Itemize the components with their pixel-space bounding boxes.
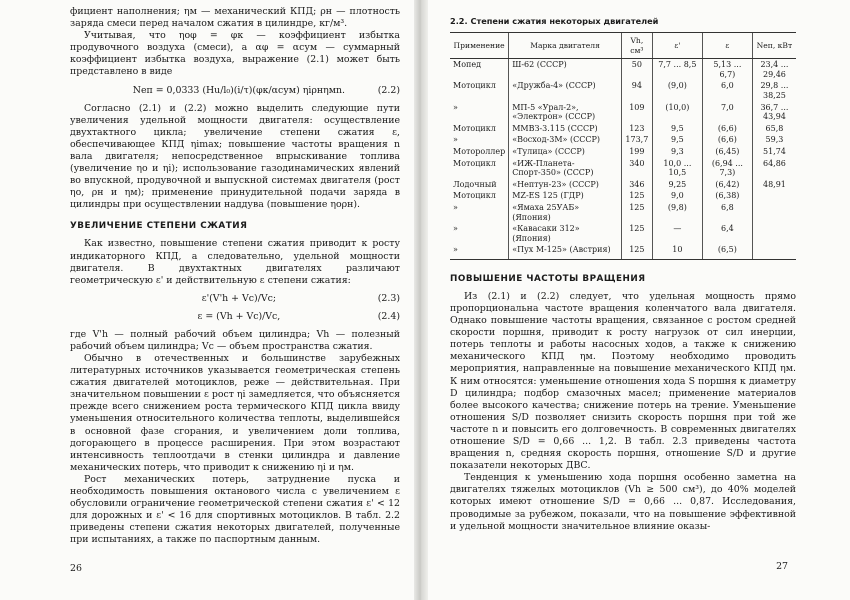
cell-engine-brand: Ш-62 (СССР) [509, 59, 622, 81]
equation-number: (2.3) [377, 292, 400, 304]
cell-power: 64,86 [752, 158, 796, 179]
table-row [450, 102, 796, 123]
table-body [450, 59, 796, 260]
cell-application: » [453, 102, 458, 112]
cell-displacement: 125 [621, 202, 652, 223]
cell-engine-brand: MZ-ES 125 (ГДР) [509, 190, 622, 202]
paragraph: Учитывая, что ηоφ = φк — коэффициент избытка продувочного воздуха (смеси), а αφ = αсум — суммарный коэффициент избытка воздуха, выражение (2.1) может быть представлено в виде [70, 30, 400, 78]
table-row [450, 158, 796, 179]
col-header-geometric-ratio: ε' [652, 33, 702, 59]
cell-engine-brand: «Кавасаки 312» (Япония) [509, 223, 622, 244]
cell-engine-brand: «Восход-3М» (СССР) [509, 134, 622, 146]
cell-application: » [453, 202, 458, 212]
cell-geometric-ratio: 9,3 [652, 146, 702, 158]
equation-formula: ε'(V'h + Vc)/Vc; [201, 292, 277, 304]
cell-engine-brand: «Тулица» (СССР) [509, 146, 622, 158]
cell-application: Мотороллер [453, 146, 506, 156]
col-header-engine-brand: Марка двигателя [509, 33, 622, 59]
cell-actual-ratio: 6,4 [702, 223, 752, 244]
cell-displacement: 94 [621, 80, 652, 101]
cell-displacement: 199 [621, 146, 652, 158]
col-header-power: Nеп, кВт [752, 33, 796, 59]
cell-actual-ratio: (6,38) [702, 190, 752, 202]
cell-actual-ratio: (6,94 ... 7,3) [702, 158, 752, 179]
equation-2-2 [70, 85, 400, 97]
cell-displacement: 125 [621, 190, 652, 202]
cell-power: 48,91 [752, 179, 796, 191]
equation-2-4 [70, 311, 400, 323]
section-heading: УВЕЛИЧЕНИЕ СТЕПЕНИ СЖАТИЯ [70, 221, 248, 232]
table-row [450, 244, 796, 259]
cell-power [752, 244, 796, 259]
cell-geometric-ratio: — [652, 223, 702, 244]
equation-number: (2.4) [377, 310, 400, 322]
table-row [450, 80, 796, 101]
right-page-text [450, 6, 796, 533]
paragraph: Как известно, повышение степени сжатия приводит к росту индикаторного КПД, а следовательно, удельной мощности двигателя. В двухтактных двигателях различают геометрическую ε' и действительную ε степени сжатия: [70, 238, 400, 286]
cell-geometric-ratio: (10,0) [652, 102, 702, 123]
cell-power: 36,7 ... 43,94 [752, 102, 796, 123]
cell-actual-ratio: 6,8 [702, 202, 752, 223]
col-header-application: Применение [450, 33, 509, 59]
cell-actual-ratio: (6,6) [702, 123, 752, 135]
cell-power: 59,3 [752, 134, 796, 146]
table-row [450, 202, 796, 223]
page-number: 26 [70, 563, 82, 574]
cell-engine-brand: «Пух М-125» (Австрия) [509, 244, 622, 259]
page-number: 27 [776, 561, 788, 572]
cell-displacement: 125 [621, 244, 652, 259]
cell-application: Лодочный [453, 179, 497, 189]
table-row [450, 59, 796, 81]
cell-displacement: 123 [621, 123, 652, 135]
cell-displacement: 125 [621, 223, 652, 244]
cell-geometric-ratio: 9,5 [652, 134, 702, 146]
table-row [450, 146, 796, 158]
cell-geometric-ratio: 9,0 [652, 190, 702, 202]
cell-engine-brand: «ИЖ-Планета-Спорт-350» (СССР) [509, 158, 622, 179]
cell-engine-brand: «Дружба-4» (СССР) [509, 80, 622, 101]
cell-application: » [453, 135, 458, 145]
cell-engine-brand: «Ямаха 25УАБ» (Япония) [509, 202, 622, 223]
cell-application: Мотоцикл [453, 158, 496, 168]
cell-geometric-ratio: 10,0 ... 10,5 [652, 158, 702, 179]
cell-engine-brand: ММВЗ-3.115 (СССР) [509, 123, 622, 135]
table-row [450, 123, 796, 135]
compression-ratio-table [450, 32, 796, 260]
table-row [450, 134, 796, 146]
cell-displacement: 346 [621, 179, 652, 191]
equation-formula: ε = (Vh + Vc)/Vc, [197, 310, 281, 322]
cell-displacement: 340 [621, 158, 652, 179]
paragraph: Согласно (2.1) и (2.2) можно выделить следующие пути увеличения удельной мощности двигателя: осуществление двухтактного цикла; увеличение степени сжатия ε, обеспечивающее КПД ηimax; повышение частоты вращения n вала двигателя; непосредственное впрыскивание топлива (увеличение ηо и ηi); использование газодинамических явлений во впускной, продувочной и выпускной системах двигателя (рост ηо, ρн и ηм); применение принудительной подачи заряда в цилиндры при осуществлении наддува (повышение ηоρн). [70, 102, 400, 211]
book-gutter [414, 0, 428, 600]
table-header-row [450, 33, 796, 59]
col-header-displacement: Vh, см³ [621, 33, 652, 59]
cell-engine-brand: «Нептун-23» (СССР) [509, 179, 622, 191]
cell-application: Мотоцикл [453, 123, 496, 133]
cell-application: » [453, 224, 458, 234]
paragraph: фициент наполнения; ηм — механический КПД; ρн — плотность заряда смеси перед началом сжатия в цилиндре, кг/м³. [70, 6, 400, 30]
cell-displacement: 50 [621, 59, 652, 81]
cell-power: 65,8 [752, 123, 796, 135]
cell-actual-ratio: 6,0 [702, 80, 752, 101]
equation-formula: Nеп = 0,0333 (Hu/l₀)(i/τ)(φк/αсум) ηiρнηмn. [132, 84, 346, 96]
cell-power: 23,4 ... 29,46 [752, 59, 796, 81]
cell-actual-ratio: (6,45) [702, 146, 752, 158]
paragraph: Рост механических потерь, затруднение пуска и необходимость повышения октанового числа с увеличением ε обусловили ограничение геометрической степени сжатия ε' < 12 для дорожных и ε' < 16 для спортивных мотоциклов. В табл. 2.2 приведены степени сжатия некоторых двигателей, полученные при испытаниях, а также по паспортным данным. [70, 473, 400, 546]
equation-2-3 [70, 293, 400, 305]
right-page [428, 0, 850, 600]
cell-application: Мотоцикл [453, 191, 496, 201]
paragraph: Из (2.1) и (2.2) следует, что удельная мощность прямо пропорциональна частоте вращения коленчатого вала двигателя. Однако повышение частоты вращения, связанное с ростом средней скорости поршня, приводит к росту нагрузок от сил инерции, потерь теплоты и работы насосных ходов, а также к снижению механического КПД ηм. Поэтому необходимо проводить мероприятия, направленные на повышение механического КПД ηм. К ним относятся: уменьшение отношения хода S поршня к диаметру D цилиндра; подбор смазочных масел; применение материалов более высокого качества; снижение потерь на трение. Уменьшение отношения S/D позволяет снизить скорость поршня при той же частоте n и повысить его долговечность. В современных двигателях отношение S/D = 0,66 ... 1,2. В табл. 2.3 приведены частота вращения n, средняя скорость поршня, отношение S/D и другие показатели некоторых ДВС. [450, 290, 796, 472]
cell-actual-ratio: (6,42) [702, 179, 752, 191]
paragraph: Тенденция к уменьшению хода поршня особенно заметна на двигателях тяжелых мотоциклов (Vh ≥ 500 см³), до 40% моделей которых имеют отношение S/D = 0,66 ... 0,87. Исследования, проводимые за рубежом, показали, что на повышение эффективной и удельной мощности значительное влияние оказы- [450, 472, 796, 532]
cell-geometric-ratio: 7,7 ... 8,5 [652, 59, 702, 81]
cell-actual-ratio: (6,5) [702, 244, 752, 259]
table-row [450, 179, 796, 191]
table-row [450, 223, 796, 244]
cell-power [752, 190, 796, 202]
cell-power: 29,8 ... 38,25 [752, 80, 796, 101]
cell-actual-ratio: 7,0 [702, 102, 752, 123]
cell-power [752, 223, 796, 244]
cell-displacement: 173,7 [621, 134, 652, 146]
cell-displacement: 109 [621, 102, 652, 123]
cell-geometric-ratio: 9,25 [652, 179, 702, 191]
col-header-actual-ratio: ε [702, 33, 752, 59]
cell-application: Мотоцикл [453, 81, 496, 91]
cell-power: 51,74 [752, 146, 796, 158]
left-page-text [70, 6, 400, 546]
table-title: 2.2. Степени сжатия некоторых двигателей [450, 16, 659, 26]
equation-number: (2.2) [377, 84, 400, 96]
cell-actual-ratio: (6,6) [702, 134, 752, 146]
cell-geometric-ratio: 10 [652, 244, 702, 259]
cell-geometric-ratio: 9,5 [652, 123, 702, 135]
section-heading: ПОВЫШЕНИЕ ЧАСТОТЫ ВРАЩЕНИЯ [450, 273, 646, 284]
cell-geometric-ratio: (9,8) [652, 202, 702, 223]
cell-application: Мопед [453, 60, 481, 70]
paragraph: где V'h — полный рабочий объем цилиндра; Vh — полезный рабочий объем цилиндра; Vc — объем пространства сжатия. [70, 328, 400, 352]
paragraph: Обычно в отечественных и большинстве зарубежных литературных источников указывается геометрическая степень сжатия двигателей мотоциклов, реже — действительная. При значительном повышении ε рост ηi замедляется, что объясняется прежде всего снижением роста термического КПД цикла ввиду уменьшения относительного количества теплоты, выделившейся в основной фазе сгорания, и увеличением доли топлива, догорающего в процессе расширения. При этом возрастают интенсивность теплоотдачи в стенки цилиндра и давление механических потерь, что приводит к снижению ηi и ηм. [70, 352, 401, 473]
cell-engine-brand: МП-5 «Урал-2», «Электрон» (СССР) [509, 102, 622, 123]
cell-power [752, 202, 796, 223]
left-page [0, 0, 414, 600]
cell-geometric-ratio: (9,0) [652, 80, 702, 101]
cell-actual-ratio: 5,13 ... 6,7) [702, 59, 752, 81]
table-row [450, 190, 796, 202]
cell-application: » [450, 244, 509, 259]
